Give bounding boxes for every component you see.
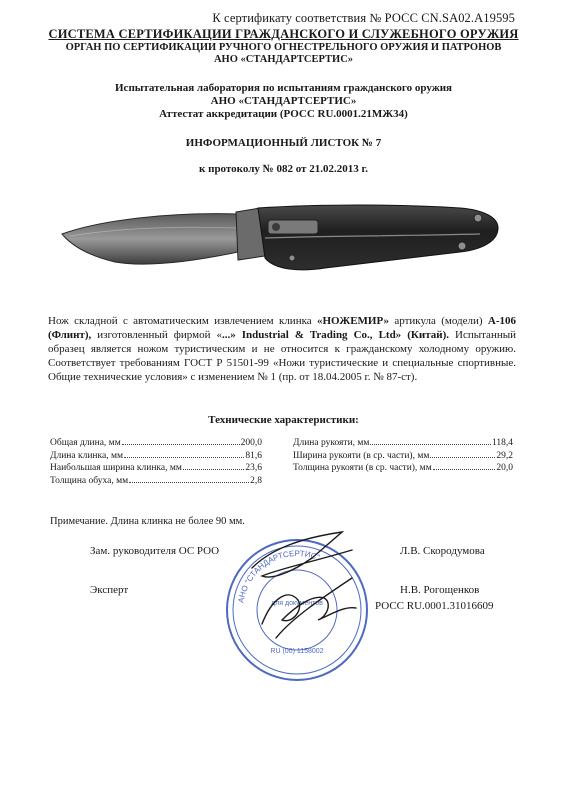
spec-dots [433, 468, 496, 470]
spec-row [293, 450, 513, 463]
spec-value: 20,0 [496, 463, 513, 473]
certificate-reference: К сертификату соответствия № РОСС CN.SA02.A19595 [212, 11, 515, 25]
spec-value: 200,0 [240, 438, 262, 448]
description-text-1: Нож складной с автоматическим извлечением клинка [48, 315, 317, 327]
lab-accreditation: Аттестат аккредитации (РОСС RU.0001.21МЖ34) [159, 108, 408, 120]
organization-name: АНО «СТАНДАРТСЕРТИС» [213, 54, 354, 65]
spec-value: 2,8 [250, 475, 262, 486]
knife-image [60, 198, 500, 298]
stamp-organization-text: АНО "СТАНДАРТСЕРТИС" [236, 548, 321, 604]
spec-dots [124, 456, 244, 458]
signatory-position-1: Зам. руководителя ОС РОО [90, 545, 220, 557]
country-name: (Китай). [401, 329, 449, 341]
spec-row [50, 437, 262, 450]
signature-scribbles [232, 528, 372, 648]
spec-dots [430, 456, 495, 458]
spec-value: 29,2 [496, 450, 513, 461]
lab-organization: АНО «СТАНДАРТСЕРТИС» [210, 95, 357, 107]
spec-row [293, 462, 513, 475]
spec-label: Общая длина, мм [50, 438, 121, 448]
signatory-name-1: Л.В. Скородумова [400, 545, 485, 557]
spec-row [50, 462, 262, 475]
spec-value: 118,4 [491, 438, 513, 448]
description-text-4: Испытанный образец является ножом туристическим и не относится к гражданскому холодному оружию. Соответствует требованиям ГОСТ Р 51501-99 «Ножи туристические и специальные спортивные. Общие технические условия» с изменением № 1 (пр. от 18.04.2005 г. № 87-ст). [48, 329, 516, 383]
spec-label: Толщина рукояти (в ср. части), мм [293, 463, 432, 473]
description-text-2: артикула (модели) [388, 315, 488, 327]
signatory-accreditation: РОСС RU.0001.31016609 [375, 600, 494, 612]
signatory-position-2: Эксперт [90, 584, 129, 596]
model-name: А-106 (Флинт), [48, 315, 516, 341]
spec-dots [370, 443, 491, 445]
description-text-3: изготовленный фирмой « [91, 329, 222, 341]
spec-row [50, 450, 262, 463]
spec-value: 23,6 [245, 463, 262, 473]
spec-label: Длина клинка, мм [50, 450, 123, 461]
document-title: ИНФОРМАЦИОННЫЙ ЛИСТОК № 7 [185, 137, 382, 149]
certification-body-heading: ОРГАН ПО СЕРТИФИКАЦИИ РУЧНОГО ОГНЕСТРЕЛЬНОГО ОРУЖИЯ И ПАТРОНОВ [65, 42, 502, 53]
signatory-name-2: Н.В. Рогощенков [400, 584, 480, 596]
spec-dots [129, 481, 249, 483]
spec-dots [183, 468, 245, 470]
protocol-reference: к протоколу № 082 от 21.02.2013 г. [199, 163, 368, 175]
specifications-title: Технические характеристики: [208, 414, 359, 426]
brand-name: «НОЖЕМИР» [317, 315, 389, 327]
system-heading: СИСТЕМА СЕРТИФИКАЦИИ ГРАЖДАНСКОГО И СЛУЖЕБНОГО ОРУЖИЯ [48, 27, 519, 41]
stamp-inner-text: для документов [271, 600, 323, 607]
spec-label: Наибольшая ширина клинка, мм [50, 463, 182, 473]
spec-label: Длина рукояти, мм [293, 438, 370, 448]
spec-row [293, 437, 513, 450]
lab-name: Испытательная лаборатория по испытаниям гражданского оружия [115, 82, 452, 94]
stamp-code: RU (00) 1158002 [270, 648, 324, 655]
spec-dots [122, 443, 240, 445]
spec-label: Толщина обуха, мм [50, 475, 129, 486]
manufacturer-name: ...» Industrial & Trading Co., Ltd» [221, 329, 402, 341]
spec-label: Ширина рукояти (в ср. части), мм [293, 450, 430, 461]
specifications-left-column [50, 437, 262, 487]
spec-value: 81,6 [245, 450, 262, 461]
spec-row [50, 475, 262, 488]
product-description [48, 314, 516, 384]
note: Примечание. Длина клинка не более 90 мм. [50, 516, 245, 527]
specifications-right-column [293, 437, 513, 475]
